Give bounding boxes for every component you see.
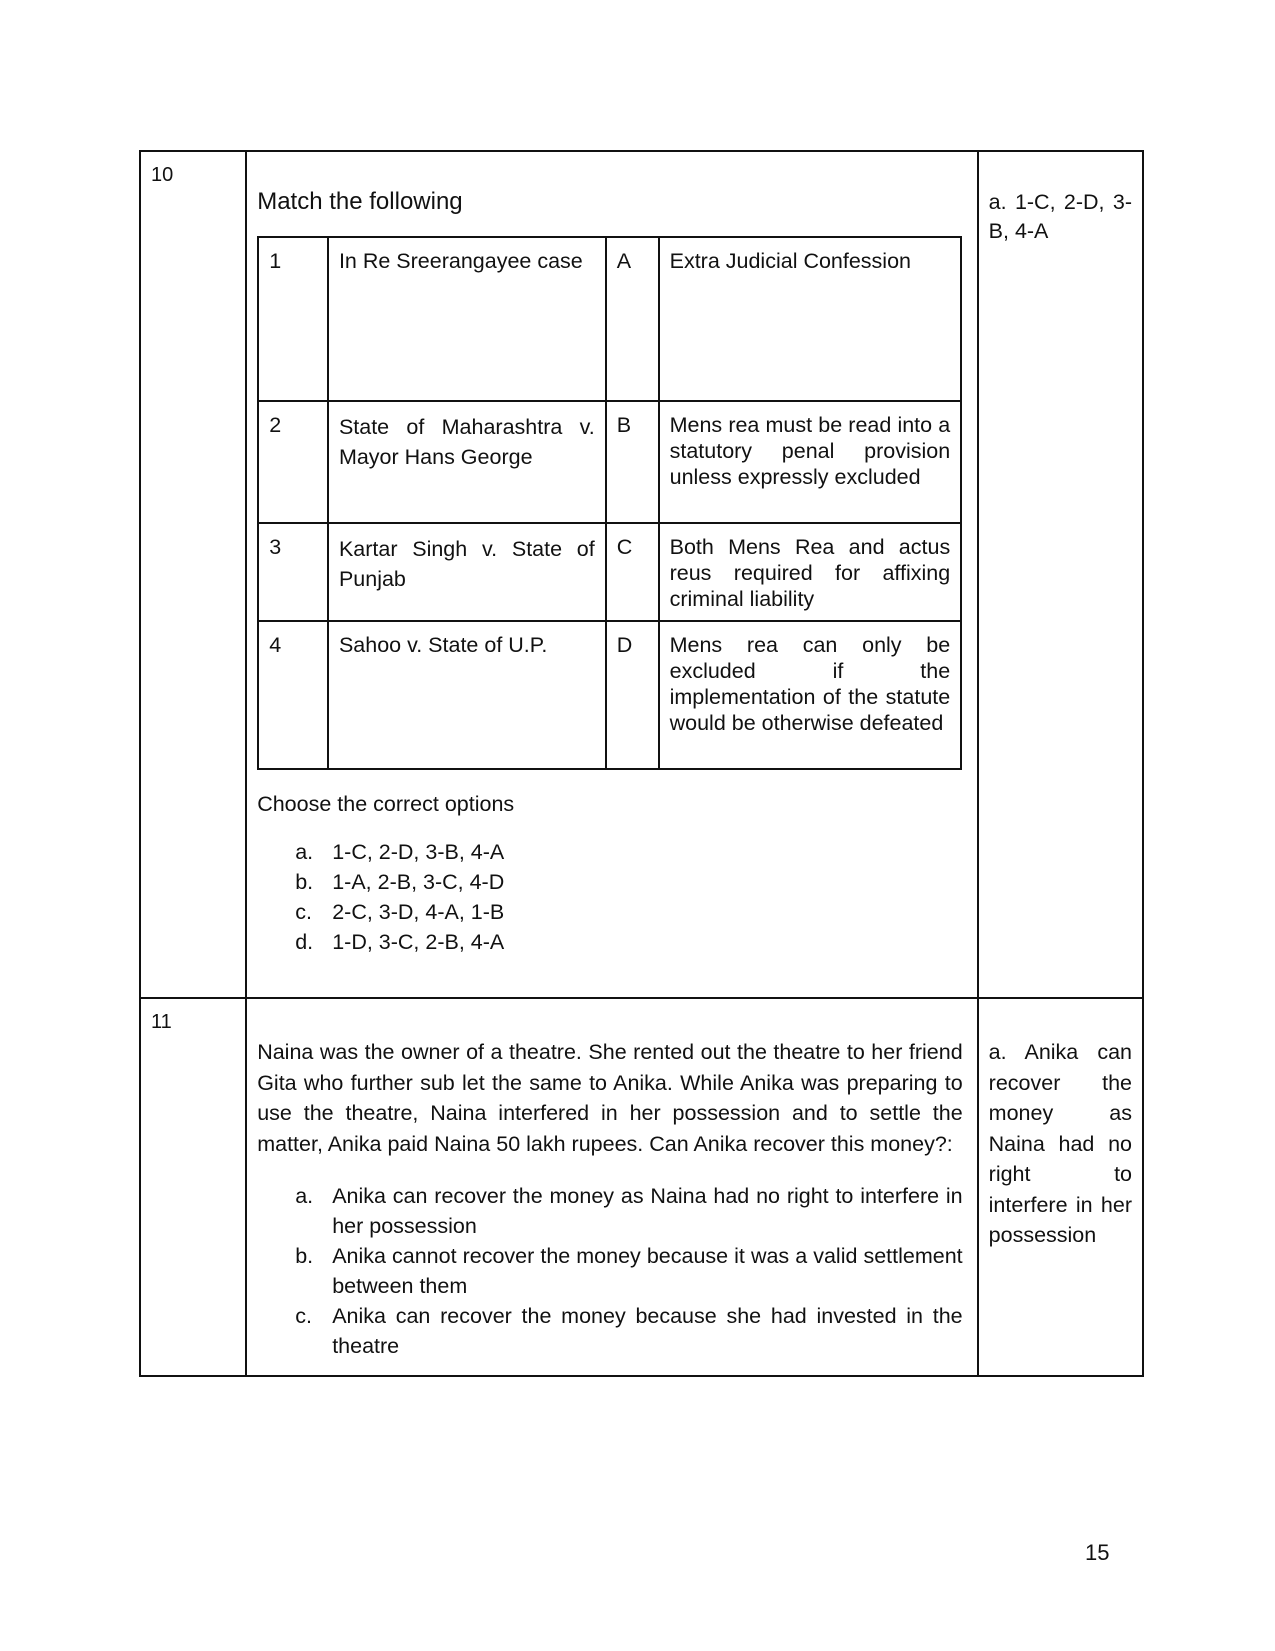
option-text: 1-C, 2-D, 3-B, 4-A <box>332 840 505 864</box>
option-text: 2-C, 3-D, 4-A, 1-B <box>332 900 505 924</box>
list-item <box>257 837 962 867</box>
question-prompt: Choose the correct options <box>257 792 515 816</box>
answer-cell <box>978 998 1143 1376</box>
option-letter: d. <box>295 930 314 954</box>
list-item <box>257 1241 962 1301</box>
option-text: Anika can recover the money because she had invested in the theatre <box>332 1304 963 1358</box>
option-letter: c. <box>295 1304 312 1328</box>
option-letter: b. <box>295 1244 314 1268</box>
list-item <box>257 897 962 927</box>
list-item <box>257 867 962 897</box>
match-principle: Mens rea can only be excluded if the implementation of the statute would be otherwise defeated <box>659 621 962 769</box>
option-text: 1-A, 2-B, 3-C, 4-D <box>332 870 505 894</box>
question-body-cell <box>246 151 977 998</box>
question-title: Match the following <box>257 188 463 215</box>
option-text: 1-D, 3-C, 2-B, 4-A <box>332 930 505 954</box>
question-table <box>139 150 1144 1377</box>
list-item <box>257 1301 962 1361</box>
option-letter: b. <box>295 870 314 894</box>
question-row-10 <box>140 151 1143 998</box>
match-case: In Re Sreerangayee case <box>328 237 606 401</box>
match-case: Kartar Singh v. State of Punjab <box>328 523 606 621</box>
question-row-11 <box>140 998 1143 1376</box>
option-text: Anika can recover the money as Naina had no right to interfere in her possession <box>332 1184 963 1238</box>
option-letter: a. <box>295 840 314 864</box>
question-number: 10 <box>151 164 174 186</box>
answer-cell <box>978 151 1143 998</box>
match-row <box>258 523 961 621</box>
match-row <box>258 401 961 523</box>
match-letter: D <box>606 621 659 769</box>
question-number-cell <box>140 998 246 1376</box>
match-number: 2 <box>258 401 328 523</box>
options-list <box>257 837 962 957</box>
match-number: 3 <box>258 523 328 621</box>
answer-text: a. Anika can recover the money as Naina had no right to interfere in her possession <box>988 1040 1132 1247</box>
match-table <box>257 236 962 770</box>
match-principle: Both Mens Rea and actus reus required for affixing criminal liability <box>659 523 962 621</box>
match-principle: Mens rea must be read into a statutory penal provision unless expressly excluded <box>659 401 962 523</box>
page-number: 15 <box>1085 1540 1110 1565</box>
match-letter: B <box>606 401 659 523</box>
match-case: State of Maharashtra v. Mayor Hans George <box>328 401 606 523</box>
option-text: Anika cannot recover the money because it was a valid settlement between them <box>332 1244 963 1298</box>
question-number-cell <box>140 151 246 998</box>
match-case: Sahoo v. State of U.P. <box>328 621 606 769</box>
match-principle: Extra Judicial Confession <box>659 237 962 401</box>
match-letter: A <box>606 237 659 401</box>
answer-text: a. 1-C, 2-D, 3-B, 4-A <box>988 190 1132 243</box>
match-row <box>258 621 961 769</box>
question-paragraph: Naina was the owner of a theatre. She rented out the theatre to her friend Gita who further sub let the same to Anika. While Anika was preparing to use the theatre, Naina interfered in her possession and to settle the matter, Anika paid Naina 50 lakh rupees. Can Anika recover this money?: <box>257 1040 963 1156</box>
option-letter: a. <box>295 1184 314 1208</box>
question-number: 11 <box>151 1011 172 1033</box>
options-list <box>257 1181 962 1361</box>
match-letter: C <box>606 523 659 621</box>
match-number: 4 <box>258 621 328 769</box>
question-body-cell <box>246 998 977 1376</box>
match-row <box>258 237 961 401</box>
match-number: 1 <box>258 237 328 401</box>
list-item <box>257 927 962 957</box>
option-letter: c. <box>295 900 312 924</box>
list-item <box>257 1181 962 1241</box>
